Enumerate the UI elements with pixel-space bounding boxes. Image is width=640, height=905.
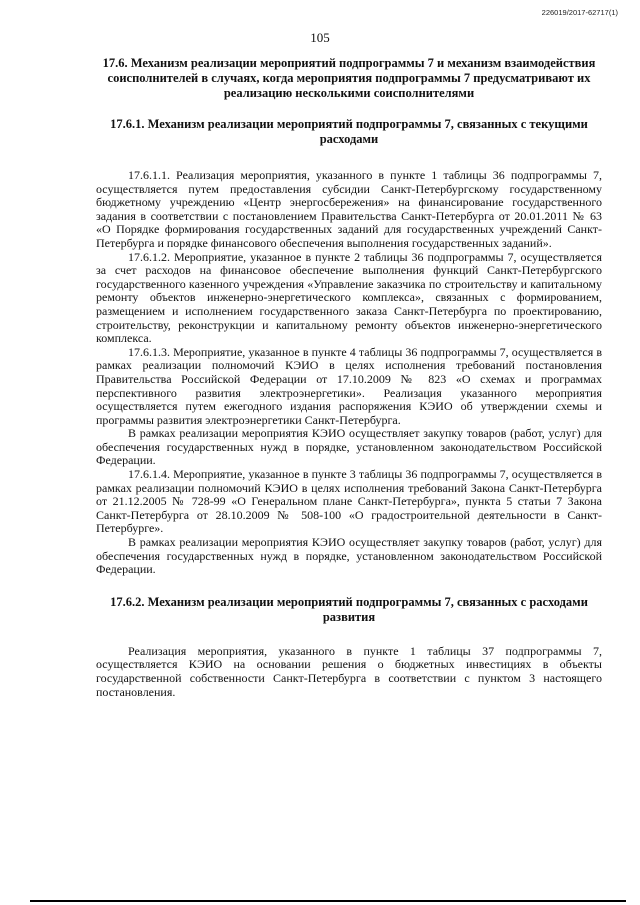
section-heading: 17.6. Механизм реализации мероприятий подпрограммы 7 и механизм взаимодействия соисполнителей в случаях, когда мероприятия подпрограммы 7 предусматривают их реализацию несколькими соисполнителями (102, 56, 596, 100)
bottom-border-line (30, 900, 626, 902)
subsection-heading-current-expenses: 17.6.1. Механизм реализации мероприятий подпрограммы 7, связанных с текущими расходами (110, 117, 588, 146)
document-body (96, 56, 602, 699)
page-number: 105 (310, 30, 330, 45)
paragraph-17-6-1-2: 17.6.1.2. Мероприятие, указанное в пункте 2 таблицы 36 подпрограммы 7, осуществляется за счет расходов на финансовое обеспечение выполнения функций Санкт-Петербургского государственного казенного учреждения «Управление заказчика по строительству и капитальному ремонту объектов инженерно-энергетического комплекса», связанных с формированием, размещением и исполнением государственного заказа Санкт-Петербурга по проектированию, строительству, реконструкции и капитальному ремонту объектов инженерно-энергетического комплекса. (96, 249, 602, 346)
subsection-heading-development-expenses: 17.6.2. Механизм реализации мероприятий подпрограммы 7, связанных с расходами развития (110, 594, 588, 624)
paragraph-17-6-1-4: 17.6.1.4. Мероприятие, указанное в пункте 3 таблицы 36 подпрограммы 7, осуществляется в рамках реализации полномочий КЭИО в целях исполнения требований Закона Санкт-Петербурга от 21.12.2005 № 728-99 «О Генеральном плане Санкт-Петербурга», пункта 5 статьи 7 Закона Санкт-Петербурга от 28.10.2009 № 508-100 «О градостроительной деятельности в Санкт-Петербурге». (96, 467, 602, 536)
paragraph-17-6-2: Реализация мероприятия, указанного в пункте 1 таблицы 37 подпрограммы 7, осуществляется КЭИО на основании решения о бюджетных инвестициях в объекты государственной собственности Санкт-Петербурга в соответствии с пунктом 3 настоящего постановления. (96, 643, 602, 699)
paragraph-procurement-2: В рамках реализации мероприятия КЭИО осуществляет закупку товаров (работ, услуг) для обеспечения государственных нужд в порядке, установленном законодательством Российской Федерации. (96, 535, 602, 577)
paragraph-17-6-1-3: 17.6.1.3. Мероприятие, указанное в пункте 4 таблицы 36 подпрограммы 7, осуществляется в рамках реализации полномочий КЭИО в целях исполнения требований постановления Правительства Российской Федерации от 17.10.2009 № 823 «О схемах и программах перспективного развития электроэнергетики». Реализация указанного мероприятия осуществляется путем ежегодного издания распоряжения КЭИО об утверждении схемы и программы развития электроэнергетики Санкт-Петербурга. (96, 344, 602, 427)
paragraph-17-6-1-1: 17.6.1.1. Реализация мероприятия, указанного в пункте 1 таблицы 36 подпрограммы 7, осуществляется путем предоставления субсидии Санкт-Петербургскому государственному бюджетному учреждению «Центр энергосбережения» на финансирование государственного задания в соответствии с постановлением Правительства Санкт-Петербурга от 20.01.2011 № 63 «О Порядке формирования государственных заданий для государственных учреждений Санкт-Петербурга и порядке финансового обеспечения выполнения государственных заданий». (96, 168, 602, 250)
paragraph-procurement-1: В рамках реализации мероприятия КЭИО осуществляет закупку товаров (работ, услуг) для обеспечения государственных нужд в порядке, установленном законодательством Российской Федерации. (96, 426, 602, 468)
document-id: 226019/2017-62717(1) (541, 8, 618, 17)
